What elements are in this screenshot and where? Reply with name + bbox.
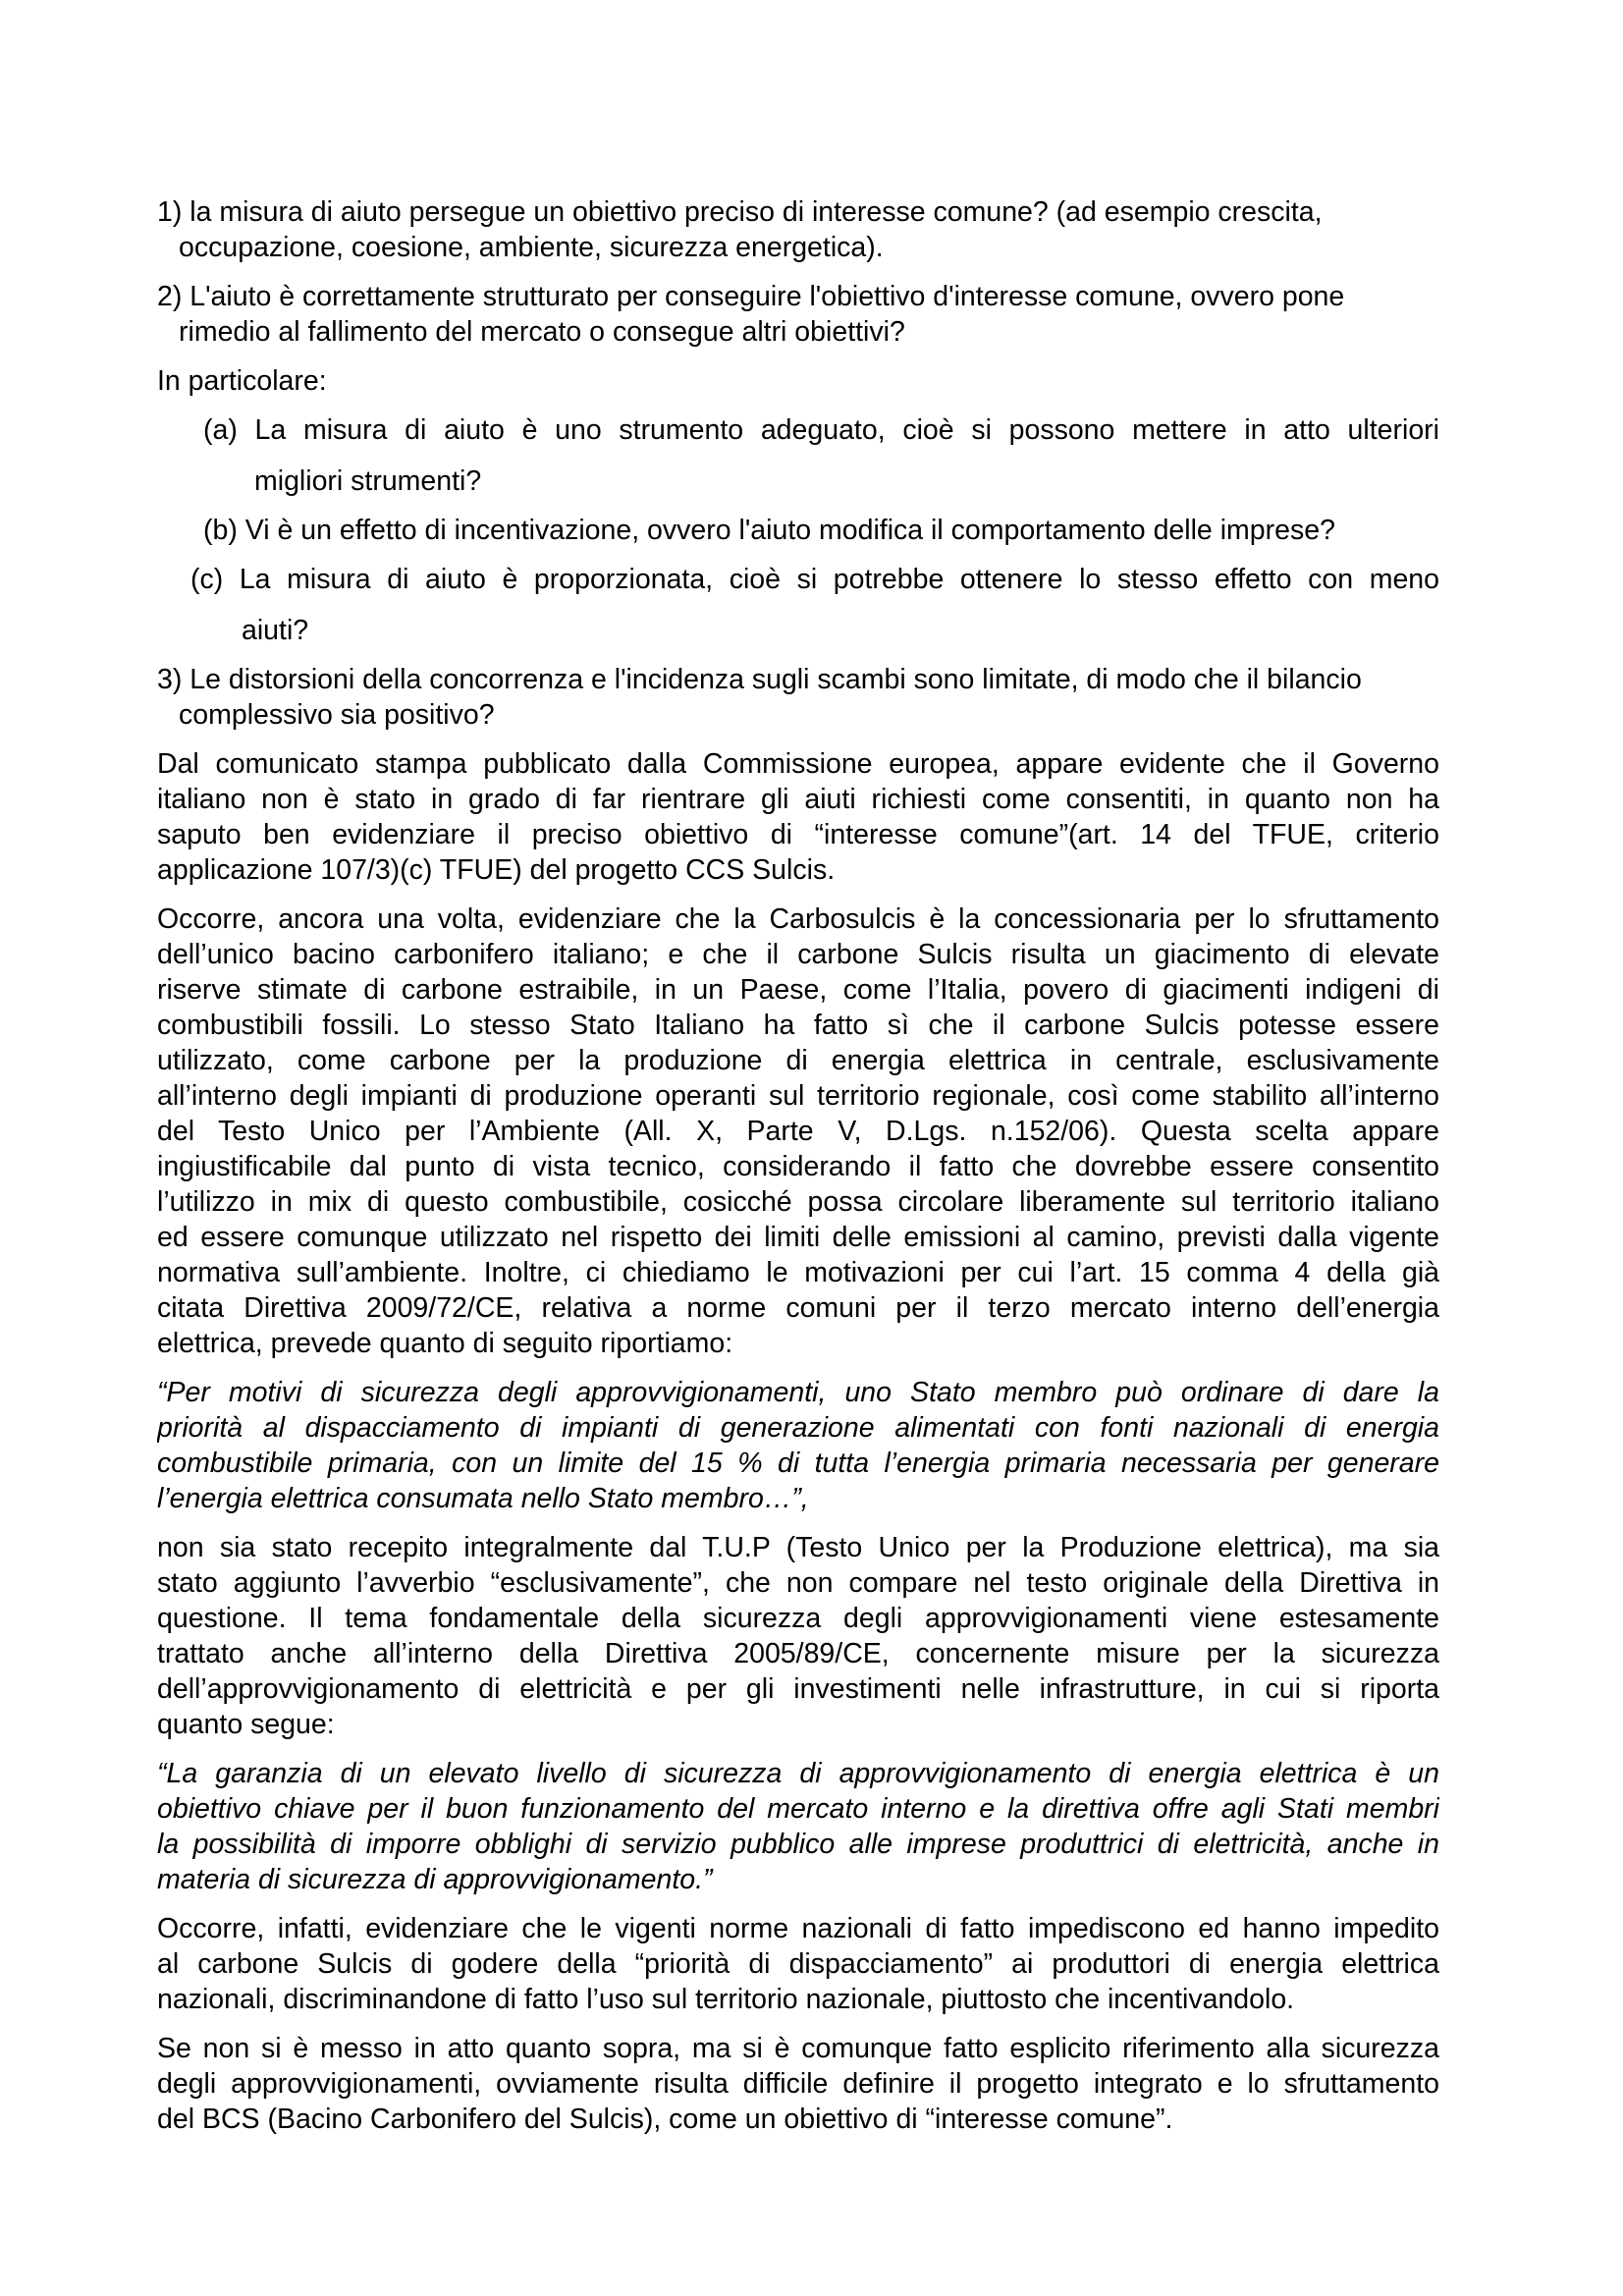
text-line: In particolare: — [157, 365, 327, 397]
text-line: 1) la misura di aiuto persegue un obiettivo preciso di interesse comune? (ad esempio crescita, — [157, 196, 1323, 228]
text-line: (b) Vi è un effetto di incentivazione, ovvero l'aiuto modifica il comportamento delle imprese? — [203, 515, 1335, 546]
paragraph-2 — [157, 902, 1439, 1361]
text-line: materia di sicurezza di approvvigionamento.” — [157, 1864, 713, 1895]
text-line: applicazione 107/3)(c) TFUE) del progetto CCS Sulcis. — [157, 854, 836, 886]
sub-item-b — [157, 513, 1439, 548]
text-line: ed essere comunque utilizzato nel rispetto dei limiti delle emissioni al camino, previsti dalla vigente — [157, 1222, 1439, 1253]
text-line: l’utilizzo in mix di questo combustibile, cosicché possa circolare liberamente sul territorio italiano — [157, 1186, 1439, 1218]
text-line: citata Direttiva 2009/72/CE, relativa a norme comuni per il terzo mercato interno dell’energia — [157, 1292, 1439, 1324]
paragraph-5 — [157, 2031, 1439, 2137]
text-line: quanto segue: — [157, 1709, 335, 1740]
text-line: normativa sull’ambiente. Inoltre, ci chiediamo le motivazioni per cui l’art. 15 comma 4 della già — [157, 1257, 1439, 1288]
list-item-2 — [157, 279, 1439, 350]
paragraph-1 — [157, 746, 1439, 888]
quote-directive-2009-72 — [157, 1375, 1439, 1516]
text-line: nazionali, discriminandone di fatto l’uso sul territorio nazionale, piuttosto che incentivandolo. — [157, 1984, 1295, 2015]
text-line: “La garanzia di un elevato livello di sicurezza di approvvigionamento di energia elettrica è un — [157, 1758, 1439, 1789]
text-line: dell’unico bacino carbonifero italiano; e che il carbone Sulcis risulta un giacimento di elevate — [157, 939, 1439, 970]
text-line: degli approvvigionamenti, ovviamente risulta difficile definire il progetto integrato e lo sfruttamento — [157, 2068, 1439, 2100]
text-line: all’interno degli impianti di produzione operanti sul territorio regionale, così come stabilito all’interno — [157, 1080, 1439, 1112]
text-line: la possibilità di imporre obblighi di servizio pubblico alle imprese produttrici di elettricità, anche in — [157, 1829, 1439, 1860]
text-line: priorità al dispacciamento di impianti di generazione alimentati con fonti nazionali di energia — [157, 1412, 1439, 1444]
list-item-3 — [157, 662, 1439, 733]
text-line: riserve stimate di carbone estraibile, in un Paese, come l’Italia, povero di giacimenti indigeni di — [157, 974, 1439, 1006]
text-line: (c) La misura di aiuto è proporzionata, cioè si potrebbe ottenere lo stesso effetto con meno — [190, 564, 1439, 595]
text-line: non sia stato recepito integralmente dal T.U.P (Testo Unico per la Produzione elettrica), ma sia — [157, 1532, 1439, 1563]
text-line: 3) Le distorsioni della concorrenza e l'incidenza sugli scambi sono limitate, di modo che il bilancio — [157, 664, 1362, 695]
text-line: 2) L'aiuto è correttamente strutturato per conseguire l'obiettivo d'interesse comune, ovvero pone — [157, 281, 1345, 312]
sub-item-a — [157, 412, 1439, 499]
text-line: trattato anche all’interno della Direttiva 2005/89/CE, concernente misure per la sicurezza — [157, 1638, 1439, 1669]
text-line: Occorre, ancora una volta, evidenziare che la Carbosulcis è la concessionaria per lo sfruttamento — [157, 903, 1439, 935]
text-line: questione. Il tema fondamentale della sicurezza degli approvvigionamenti viene estesamente — [157, 1603, 1439, 1634]
text-line: l’energia elettrica consumata nello Stato membro…”, — [157, 1483, 809, 1514]
text-line: (a) La misura di aiuto è uno strumento adeguato, cioè si possono mettere in atto ulteriori — [203, 414, 1439, 446]
text-line: italiano non è stato in grado di far rientrare gli aiuti richiesti come consentiti, in quanto non ha — [157, 784, 1439, 815]
text-line: dell’approvvigionamento di elettricità e per gli investimenti nelle infrastrutture, in cui si riporta — [157, 1673, 1439, 1705]
sub-item-c — [157, 562, 1439, 648]
text-line: stato aggiunto l’avverbio “esclusivamente”, che non compare nel testo originale della Direttiva in — [157, 1567, 1439, 1599]
text-line: del BCS (Bacino Carbonifero del Sulcis), come un obiettivo di “interesse comune”. — [157, 2104, 1173, 2135]
text-line: occupazione, coesione, ambiente, sicurezza energetica). — [179, 232, 884, 263]
text-line: Dal comunicato stampa pubblicato dalla Commissione europea, appare evidente che il Governo — [157, 748, 1439, 780]
text-line: utilizzato, come carbone per la produzione di energia elettrica in centrale, esclusivamente — [157, 1045, 1439, 1076]
document-page — [157, 194, 1439, 2137]
quote-directive-2005-89 — [157, 1756, 1439, 1897]
text-line: aiuti? — [242, 615, 309, 646]
text-line: complessivo sia positivo? — [179, 699, 495, 731]
text-line: Se non si è messo in atto quanto sopra, ma si è comunque fatto esplicito riferimento alla sicurezza — [157, 2033, 1439, 2064]
text-line: saputo ben evidenziare il preciso obiettivo di “interesse comune”(art. 14 del TFUE, criterio — [157, 819, 1439, 850]
text-line: rimedio al fallimento del mercato o consegue altri obiettivi? — [179, 316, 905, 348]
text-line: “Per motivi di sicurezza degli approvvigionamenti, uno Stato membro può ordinare di dare la — [157, 1377, 1439, 1408]
text-line: combustibile primaria, con un limite del 15 % di tutta l’energia primaria necessaria per generare — [157, 1448, 1439, 1479]
text-line: migliori strumenti? — [254, 465, 482, 497]
text-line: Occorre, infatti, evidenziare che le vigenti norme nazionali di fatto impediscono ed hanno impedito — [157, 1913, 1439, 1944]
text-line: al carbone Sulcis di godere della “priorità di dispacciamento” ai produttori di energia elettrica — [157, 1948, 1439, 1980]
in-particolare-label — [157, 363, 1439, 399]
text-line: combustibili fossili. Lo stesso Stato Italiano ha fatto sì che il carbone Sulcis potesse essere — [157, 1010, 1439, 1041]
list-item-1 — [157, 194, 1439, 265]
text-line: obiettivo chiave per il buon funzionamento del mercato interno e la direttiva offre agli Stati membri — [157, 1793, 1439, 1825]
text-line: ingiustificabile dal punto di vista tecnico, considerando il fatto che dovrebbe essere consentito — [157, 1151, 1439, 1182]
paragraph-3 — [157, 1530, 1439, 1742]
text-line: elettrica, prevede quanto di seguito riportiamo: — [157, 1328, 733, 1359]
paragraph-4 — [157, 1911, 1439, 2017]
text-line: del Testo Unico per l’Ambiente (All. X, Parte V, D.Lgs. n.152/06). Questa scelta appare — [157, 1116, 1439, 1147]
